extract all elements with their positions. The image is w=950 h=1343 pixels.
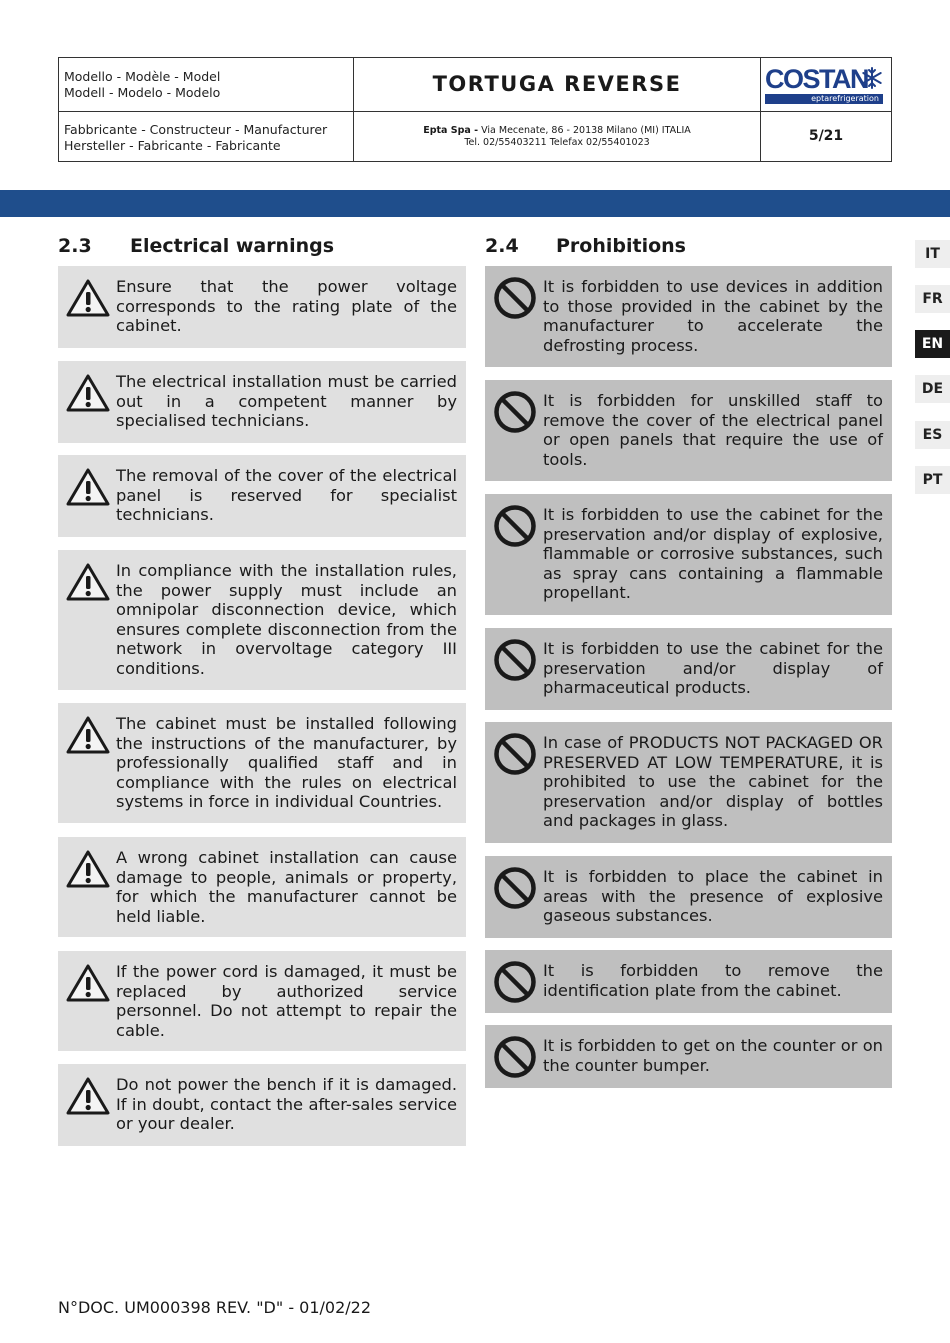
- warning-box: [58, 550, 466, 690]
- section-title-prohibitions: Prohibitions: [556, 235, 686, 257]
- warning-text: In compliance with the installation rules, the power supply must include an omnipolar disconnection device, which ensures complete disconnection from the network in overvoltage category III conditions.: [116, 561, 457, 678]
- warning-text: If the power cord is damaged, it must be replaced by authorized service personnel. Do not attempt to repair the cable.: [116, 962, 457, 1040]
- warning-box: [58, 703, 466, 823]
- warning-text: Ensure that the power voltage corresponds to the rating plate of the cabinet.: [116, 277, 457, 336]
- no-entry-icon: [493, 960, 537, 1000]
- warning-box: [58, 361, 466, 443]
- language-tab-de[interactable]: DE: [915, 375, 950, 403]
- header-band: [0, 190, 950, 217]
- no-entry-icon: [493, 866, 537, 906]
- prohibition-box: [485, 380, 892, 481]
- warning-text: Do not power the bench if it is damaged. If in doubt, contact the after-sales service or your dealer.: [116, 1075, 457, 1134]
- language-tab-fr[interactable]: FR: [915, 285, 950, 313]
- warning-text: A wrong cabinet installation can cause damage to people, animals or property, for which the manufacturer cannot be held liable.: [116, 848, 457, 926]
- warning-triangle-icon: [66, 278, 110, 318]
- warning-box: [58, 1064, 466, 1146]
- section-number-prohibitions: 2.4: [485, 235, 519, 257]
- warning-triangle-icon: [66, 467, 110, 507]
- prohibition-box: [485, 1025, 892, 1088]
- warning-box: [58, 837, 466, 937]
- warning-triangle-icon: [66, 373, 110, 413]
- prohibition-box: [485, 628, 892, 710]
- prohibition-text: It is forbidden to place the cabinet in areas with the presence of explosive gaseous substances.: [543, 867, 883, 926]
- costan-logo: COSTAN eptarefrigeration: [765, 65, 885, 105]
- prohibition-text: It is forbidden to get on the counter or on the counter bumper.: [543, 1036, 883, 1075]
- prohibition-box: [485, 722, 892, 843]
- warning-triangle-icon: [66, 963, 110, 1003]
- no-entry-icon: [493, 638, 537, 678]
- document-header: [58, 57, 892, 162]
- snowflake-icon: [861, 67, 883, 89]
- page-number: 5/21: [808, 128, 844, 144]
- prohibition-text: It is forbidden for unskilled staff to remove the cover of the electrical panel or open panels that require the use of tools.: [543, 391, 883, 469]
- warning-text: The cabinet must be installed following the instructions of the manufacturer, by professionally qualified staff and in compliance with the rules on electrical systems in force in individual Countries.: [116, 714, 457, 812]
- no-entry-icon: [493, 504, 537, 544]
- warning-box: [58, 455, 466, 537]
- document-title: TORTUGA REVERSE: [432, 72, 682, 96]
- no-entry-icon: [493, 732, 537, 772]
- section-title-electrical: Electrical warnings: [130, 235, 335, 257]
- language-tab-en[interactable]: EN: [915, 330, 950, 358]
- warning-triangle-icon: [66, 562, 110, 602]
- prohibition-text: In case of PRODUCTS NOT PACKAGED OR PRESERVED AT LOW TEMPERATURE, it is prohibited to use the cabinet for the preservation and/or display of bottles and packages in glass.: [543, 733, 883, 831]
- warning-text: The removal of the cover of the electrical panel is reserved for specialist technicians.: [116, 466, 457, 525]
- prohibition-box: [485, 950, 892, 1013]
- warning-triangle-icon: [66, 849, 110, 889]
- warning-triangle-icon: [66, 715, 110, 755]
- model-label: Modello - Modèle - Model Modell - Modelo - Modelo: [64, 69, 221, 100]
- no-entry-icon: [493, 1035, 537, 1075]
- warning-text: The electrical installation must be carried out in a competent manner by specialised technicians.: [116, 372, 457, 431]
- document-footer: N°DOC. UM000398 REV. "D" - 01/02/22: [58, 1298, 372, 1317]
- warning-box: [58, 266, 466, 348]
- prohibition-text: It is forbidden to use the cabinet for the preservation and/or display of pharmaceutical products.: [543, 639, 883, 698]
- prohibition-text: It is forbidden to use the cabinet for the preservation and/or display of explosive, flammable or corrosive substances, such as spray cans containing a flammable propellant.: [543, 505, 883, 603]
- warning-box: [58, 951, 466, 1051]
- language-tab-pt[interactable]: PT: [915, 466, 950, 494]
- prohibition-box: [485, 856, 892, 938]
- language-tab-it[interactable]: IT: [915, 240, 950, 268]
- manufacturer-label: Fabbricante - Constructeur - Manufacturer Hersteller - Fabricante - Fabricante: [64, 122, 328, 153]
- prohibition-text: It is forbidden to remove the identification plate from the cabinet.: [543, 961, 883, 1000]
- manufacturer-address: Epta Spa - Via Mecenate, 86 - 20138 Milano (MI) ITALIA Tel. 02/55403211 Telefax 02/55401023: [423, 125, 691, 148]
- prohibition-text: It is forbidden to use devices in addition to those provided in the cabinet by the manufacturer to accelerate the defrosting process.: [543, 277, 883, 355]
- language-tab-es[interactable]: ES: [915, 421, 950, 449]
- section-number-electrical: 2.3: [58, 235, 92, 257]
- prohibition-box: [485, 266, 892, 367]
- no-entry-icon: [493, 390, 537, 430]
- warning-triangle-icon: [66, 1076, 110, 1116]
- prohibition-box: [485, 494, 892, 615]
- no-entry-icon: [493, 276, 537, 316]
